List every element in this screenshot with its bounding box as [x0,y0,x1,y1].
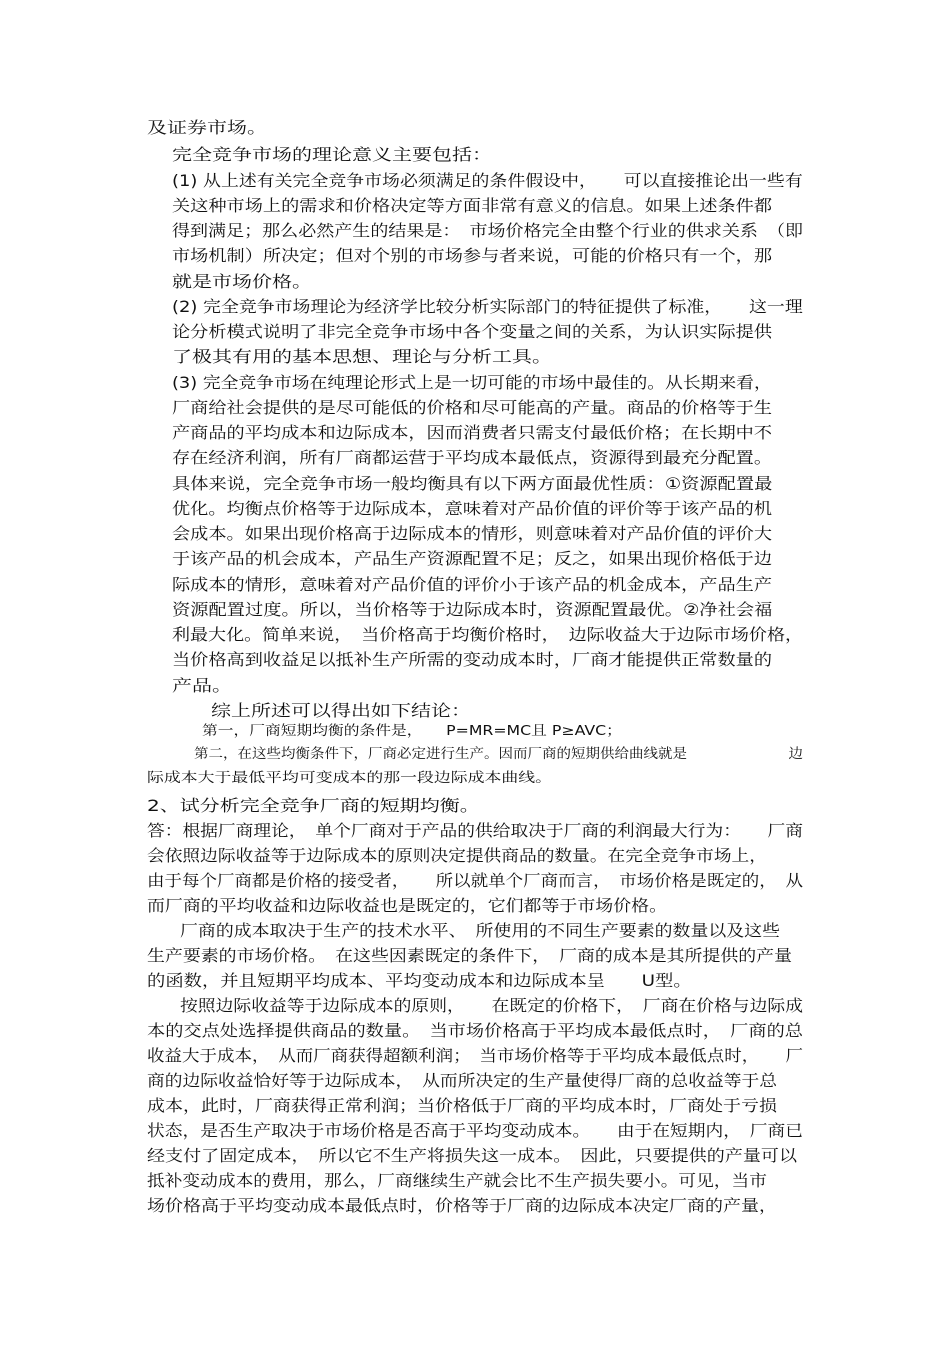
text-line: 答：根据厂商理论， 单个厂商对于产品的供给取决于厂商的利润最大行为： 厂商 [147,821,804,840]
text-line: 存在经济利润，所有厂商都运营于平均成本最低点，资源得到最充分配置。 [172,448,773,467]
text-line: 状态，是否生产取决于市场价格是否高于平均变动成本。 由于在短期内， 厂商已 [147,1121,804,1140]
text-line: 于该产品的机会成本，产品生产资源配置不足；反之，如果出现价格低于边 [172,549,773,568]
text-line: 生产要素的市场价格。 在这些因素既定的条件下， 厂商的成本是其所提供的产量 [147,946,793,965]
text-line: 际成本大于最低平均可变成本的那一段边际成本曲线。 [147,770,552,786]
section-heading: 2、试分析完全竞争厂商的短期均衡。 [147,796,480,815]
text-line: 资源配置过度。所以，当价格等于边际成本时，资源配置最优。②净社会福 [172,600,773,619]
text-line: (2) 完全竞争市场理论为经济学比较分析实际部门的特征提供了标准， 这一理 [172,297,803,316]
text-line: 当价格高到收益足以抵补生产所需的变动成本时，厂商才能提供正常数量的 [172,650,773,669]
text-line: (1) 从上述有关完全竞争市场必须满足的条件假设中， 可以直接推论出一些有 [172,171,803,190]
text-line: 抵补变动成本的费用，那么，厂商继续生产就会比不生产损失要小。可见，当市 [147,1171,767,1190]
text-line: 而厂商的平均收益和边际收益也是既定的，它们都等于市场价格。 [147,896,668,915]
text-line: 厂商给社会提供的是尽可能低的价格和尽可能高的产量。商品的价格等于生 [172,398,773,417]
text-line: 论分析模式说明了非完全竞争市场中各个变量之间的关系，为认识实际提供 [172,322,773,341]
text-line: 收益大于成本， 从而厂商获得超额利润； 当市场价格等于平均成本最低点时， 厂 [147,1046,803,1065]
text-line: 第二，在这些均衡条件下，厂商必定进行生产。因而厂商的短期供给曲线就是 边 [194,746,804,762]
text-line: 优化。均衡点价格等于边际成本，意味着对产品价值的评价等于该产品的机 [172,499,773,518]
text-line: (3) 完全竞争市场在纯理论形式上是一切可能的市场中最佳的。从长期来看， [172,373,772,392]
text-line: 按照边际收益等于边际成本的原则， 在既定的价格下， 厂商在价格与边际成 [180,996,804,1015]
text-line: 了极其有用的基本思想、理论与分析工具。 [172,347,553,366]
text-line: 商的边际收益恰好等于边际成本， 从而所决定的生产量使得厂商的总收益等于总 [147,1071,778,1090]
text-line: 会依照边际收益等于边际成本的原则决定提供商品的数量。在完全竞争市场上， [147,846,767,865]
text-line: 场价格高于平均变动成本最低点时，价格等于厂商的边际成本决定厂商的产量， [147,1196,778,1215]
text-line: 产品。 [172,676,233,695]
text-line: 综上所述可以得出如下结论： [211,701,472,720]
text-line: 市场机制）所决定；但对个别的市场参与者来说，可能的价格只有一个，那 [172,246,773,265]
text-line: 就是市场价格。 [172,272,313,291]
text-line: 际成本的情形，意味着对产品价值的评价小于该产品的机金成本，产品生产 [172,575,773,594]
text-line: 由于每个厂商都是价格的接受者， 所以就单个厂商而言， 市场价格是既定的， 从 [147,871,803,890]
text-line: 及证券市场。 [147,118,268,137]
text-line: 经支付了固定成本， 所以它不生产将损失这一成本。 因此，只要提供的产量可以 [147,1146,798,1165]
text-line: 关这种市场上的需求和价格决定等方面非常有意义的信息。如果上述条件都 [172,196,773,215]
text-line: 第一，厂商短期均衡的条件是， P=MR=MC且 P≥AVC； [202,723,622,739]
text-line: 成本，此时，厂商获得正常利润；当价格低于厂商的平均成本时，厂商处于亏损 [147,1096,778,1115]
text-line: 厂商的成本取决于生产的技术水平、 所使用的不同生产要素的数量以及这些 [180,921,781,940]
text-line: 产商品的平均成本和边际成本，因而消费者只需支付最低价格；在长期中不 [172,423,773,442]
text-line: 利最大化。简单来说， 当价格高于均衡价格时， 边际收益大于边际市场价格， [172,625,804,644]
text-line: 具体来说，完全竞争市场一般均衡具有以下两方面最优性质：①资源配置最 [172,474,773,493]
text-line: 完全竞争市场的理论意义主要包括： [172,145,493,164]
text-line: 的函数，并且短期平均成本、平均变动成本和边际成本呈 U型。 [147,971,692,990]
text-line: 本的交点处选择提供商品的数量。 当市场价格高于平均成本最低点时， 厂商的总 [147,1021,804,1040]
text-line: 会成本。如果出现价格高于边际成本的情形，则意味着对产品价值的评价大 [172,524,773,543]
text-line: 得到满足；那么必然产生的结果是： 市场价格完全由整个行业的供求关系 （即 [172,221,804,240]
